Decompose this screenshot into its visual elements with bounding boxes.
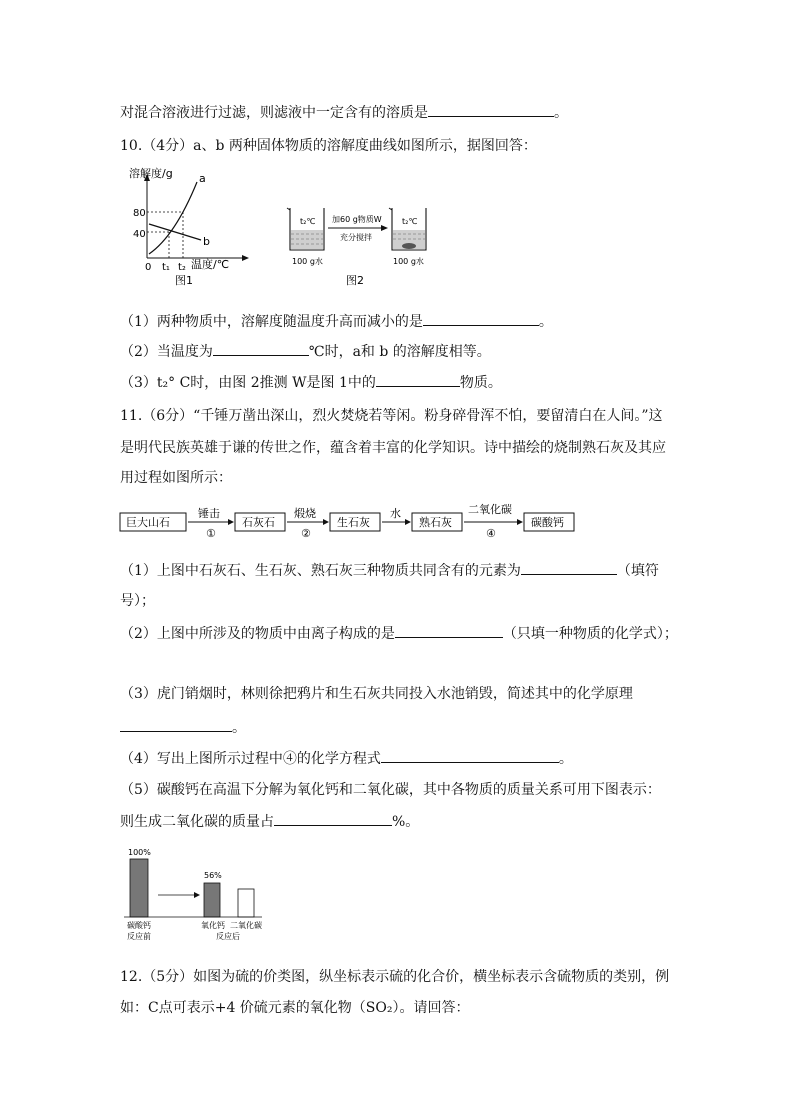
bar-caco3 <box>130 859 148 917</box>
figure-2-caption: 图2 <box>346 274 364 287</box>
q11-sub1-end: （填符 <box>616 563 659 579</box>
solubility-chart <box>125 166 265 290</box>
flow-arrow-4-top: 二氧化碳 <box>468 503 512 516</box>
bar-cao <box>204 883 220 917</box>
beaker-left <box>287 208 324 250</box>
q12-line2: 如：C点可表示+4 价硫元素的氧化物（SO₂）。请回答： <box>120 1000 470 1016</box>
q11-sub3: （3）虎门销烟时，林则徐把鸦片和生石灰共同投入水池销毁，简述其中的化学原理 <box>120 686 633 702</box>
q11-sub1 <box>120 560 659 581</box>
label-co2: 二氧化碳 <box>230 921 262 930</box>
q10-stem: 10.（4分）a、b 两种固体物质的溶解度曲线如图所示，据图回答： <box>120 138 537 154</box>
q12-line1: 12.（5分）如图为硫的价类图，纵坐标表示硫的化合价，横坐标表示含硫物质的类别，例 <box>120 969 670 985</box>
left-water-label: 100 g水 <box>292 257 323 266</box>
q11-sub4-text: （4）写出上图所示过程中④的化学方程式 <box>120 751 381 767</box>
answer-blank[interactable] <box>213 341 309 356</box>
beaker-figure <box>282 204 442 290</box>
answer-blank[interactable] <box>423 311 539 326</box>
q11-sub5-end: %。 <box>392 814 420 830</box>
pct-56-label: 56% <box>204 871 222 880</box>
flow-box-2-label: 石灰石 <box>242 516 275 529</box>
q11-sub3-line2 <box>120 717 246 738</box>
curve-a <box>149 182 197 254</box>
answer-blank[interactable] <box>120 717 232 732</box>
pct-100-label: 100% <box>128 848 151 857</box>
q11-stem-line3: 用过程如图所示： <box>120 470 232 486</box>
flow-arrow-1-bottom: ① <box>206 527 216 540</box>
label-cao: 氧化钙 <box>201 921 225 930</box>
q11-sub4-end: 。 <box>558 751 573 767</box>
left-temp-label: t₂℃ <box>300 217 316 226</box>
flow-arrow-2-bottom: ② <box>301 527 311 540</box>
answer-blank[interactable] <box>376 372 460 387</box>
label-before: 反应前 <box>127 932 151 941</box>
q10-sub3-end: 物质。 <box>459 375 502 391</box>
answer-blank[interactable] <box>274 811 392 826</box>
q10-sub3 <box>120 372 502 393</box>
intro-end: 。 <box>554 105 568 121</box>
q10-sub2 <box>120 341 491 362</box>
q11-sub4 <box>120 748 573 769</box>
arrow-top-label: 加60 g物质W <box>332 215 382 224</box>
q11-sub5-line2 <box>120 811 419 832</box>
q11-sub1-text: （1）上图中石灰石、生石灰、熟石灰三种物质共同含有的元素为 <box>120 563 521 579</box>
q11-sub1-line2: 号）； <box>120 593 155 609</box>
q10-sub2-mid: ℃时，a和 b 的溶解度相等。 <box>308 344 491 360</box>
bar-co2 <box>238 889 254 917</box>
intro-line <box>120 102 568 123</box>
q10-sub1-text: （1）两种物质中，溶解度随温度升高而减小的是 <box>120 314 423 330</box>
flow-arrow-2-top: 煅烧 <box>294 507 316 520</box>
tick-40: 40 <box>133 229 146 240</box>
q11-stem-line2: 是明代民族英雄于谦的传世之作，蕴含着丰富的化学知识。诗中描绘的烧制熟石灰及其应 <box>120 440 666 456</box>
answer-blank[interactable] <box>381 748 559 763</box>
flow-arrow-3-top: 水 <box>390 507 401 520</box>
t2-label: t₂ <box>178 262 186 273</box>
tick-80: 80 <box>133 208 146 219</box>
process-flow-diagram <box>118 503 578 541</box>
right-water-label: 100 g水 <box>393 257 424 266</box>
q11-sub2-text: （2）上图中所涉及的物质中由离子构成的是 <box>120 626 395 642</box>
q11-sub5-line2-text: 则生成二氧化碳的质量占 <box>120 814 274 830</box>
x-axis-label: 温度/℃ <box>191 258 230 271</box>
q11-sub2 <box>120 623 678 644</box>
origin-label: 0 <box>145 262 152 273</box>
label-after: 反应后 <box>216 932 240 941</box>
flow-arrow-1-top: 锤击 <box>198 507 220 520</box>
curve-a-label: a <box>199 172 206 185</box>
flow-box-4-label: 熟石灰 <box>419 516 452 529</box>
q11-sub3-end: 。 <box>232 720 246 736</box>
q11-stem-line1: 11.（6分）“千锤万凿出深山，烈火焚烧若等闲。粉身碎骨浑不怕，要留清白在人间。”这 <box>120 408 663 424</box>
answer-blank[interactable] <box>521 560 617 575</box>
q11-sub5: （5）碳酸钙在高温下分解为氧化钙和二氧化碳，其中各物质的质量关系可用下图表示： <box>120 782 661 798</box>
flow-arrow-4-bottom: ④ <box>486 527 496 540</box>
answer-blank[interactable] <box>428 102 554 117</box>
intro-text: 对混合溶液进行过滤，则滤液中一定含有的溶质是 <box>120 105 428 121</box>
arrow-bottom-label: 充分搅拌 <box>340 233 372 242</box>
q10-sub2-text: （2）当温度为 <box>120 344 213 360</box>
right-temp-label: t₂℃ <box>402 217 418 226</box>
flow-box-3-label: 生石灰 <box>337 516 370 529</box>
curve-b-label: b <box>203 235 210 248</box>
t1-label: t₁ <box>162 262 170 273</box>
answer-blank[interactable] <box>395 623 503 638</box>
mass-relation-figure <box>122 845 292 945</box>
y-axis-label: 溶解度/g <box>129 167 173 180</box>
q10-sub1 <box>120 311 553 332</box>
beaker-right <box>389 208 426 250</box>
label-caco3: 碳酸钙 <box>127 921 151 930</box>
q10-sub3-text: （3）t₂° C时，由图 2推测 W是图 1中的 <box>120 375 376 391</box>
q10-sub1-end: 。 <box>538 314 553 330</box>
flow-box-5-label: 碳酸钙 <box>531 516 564 529</box>
flow-box-1-label: 巨大山石 <box>126 516 170 529</box>
figure-1-caption: 图1 <box>175 274 193 287</box>
q11-sub2-end: （只填一种物质的化学式）； <box>502 626 678 642</box>
